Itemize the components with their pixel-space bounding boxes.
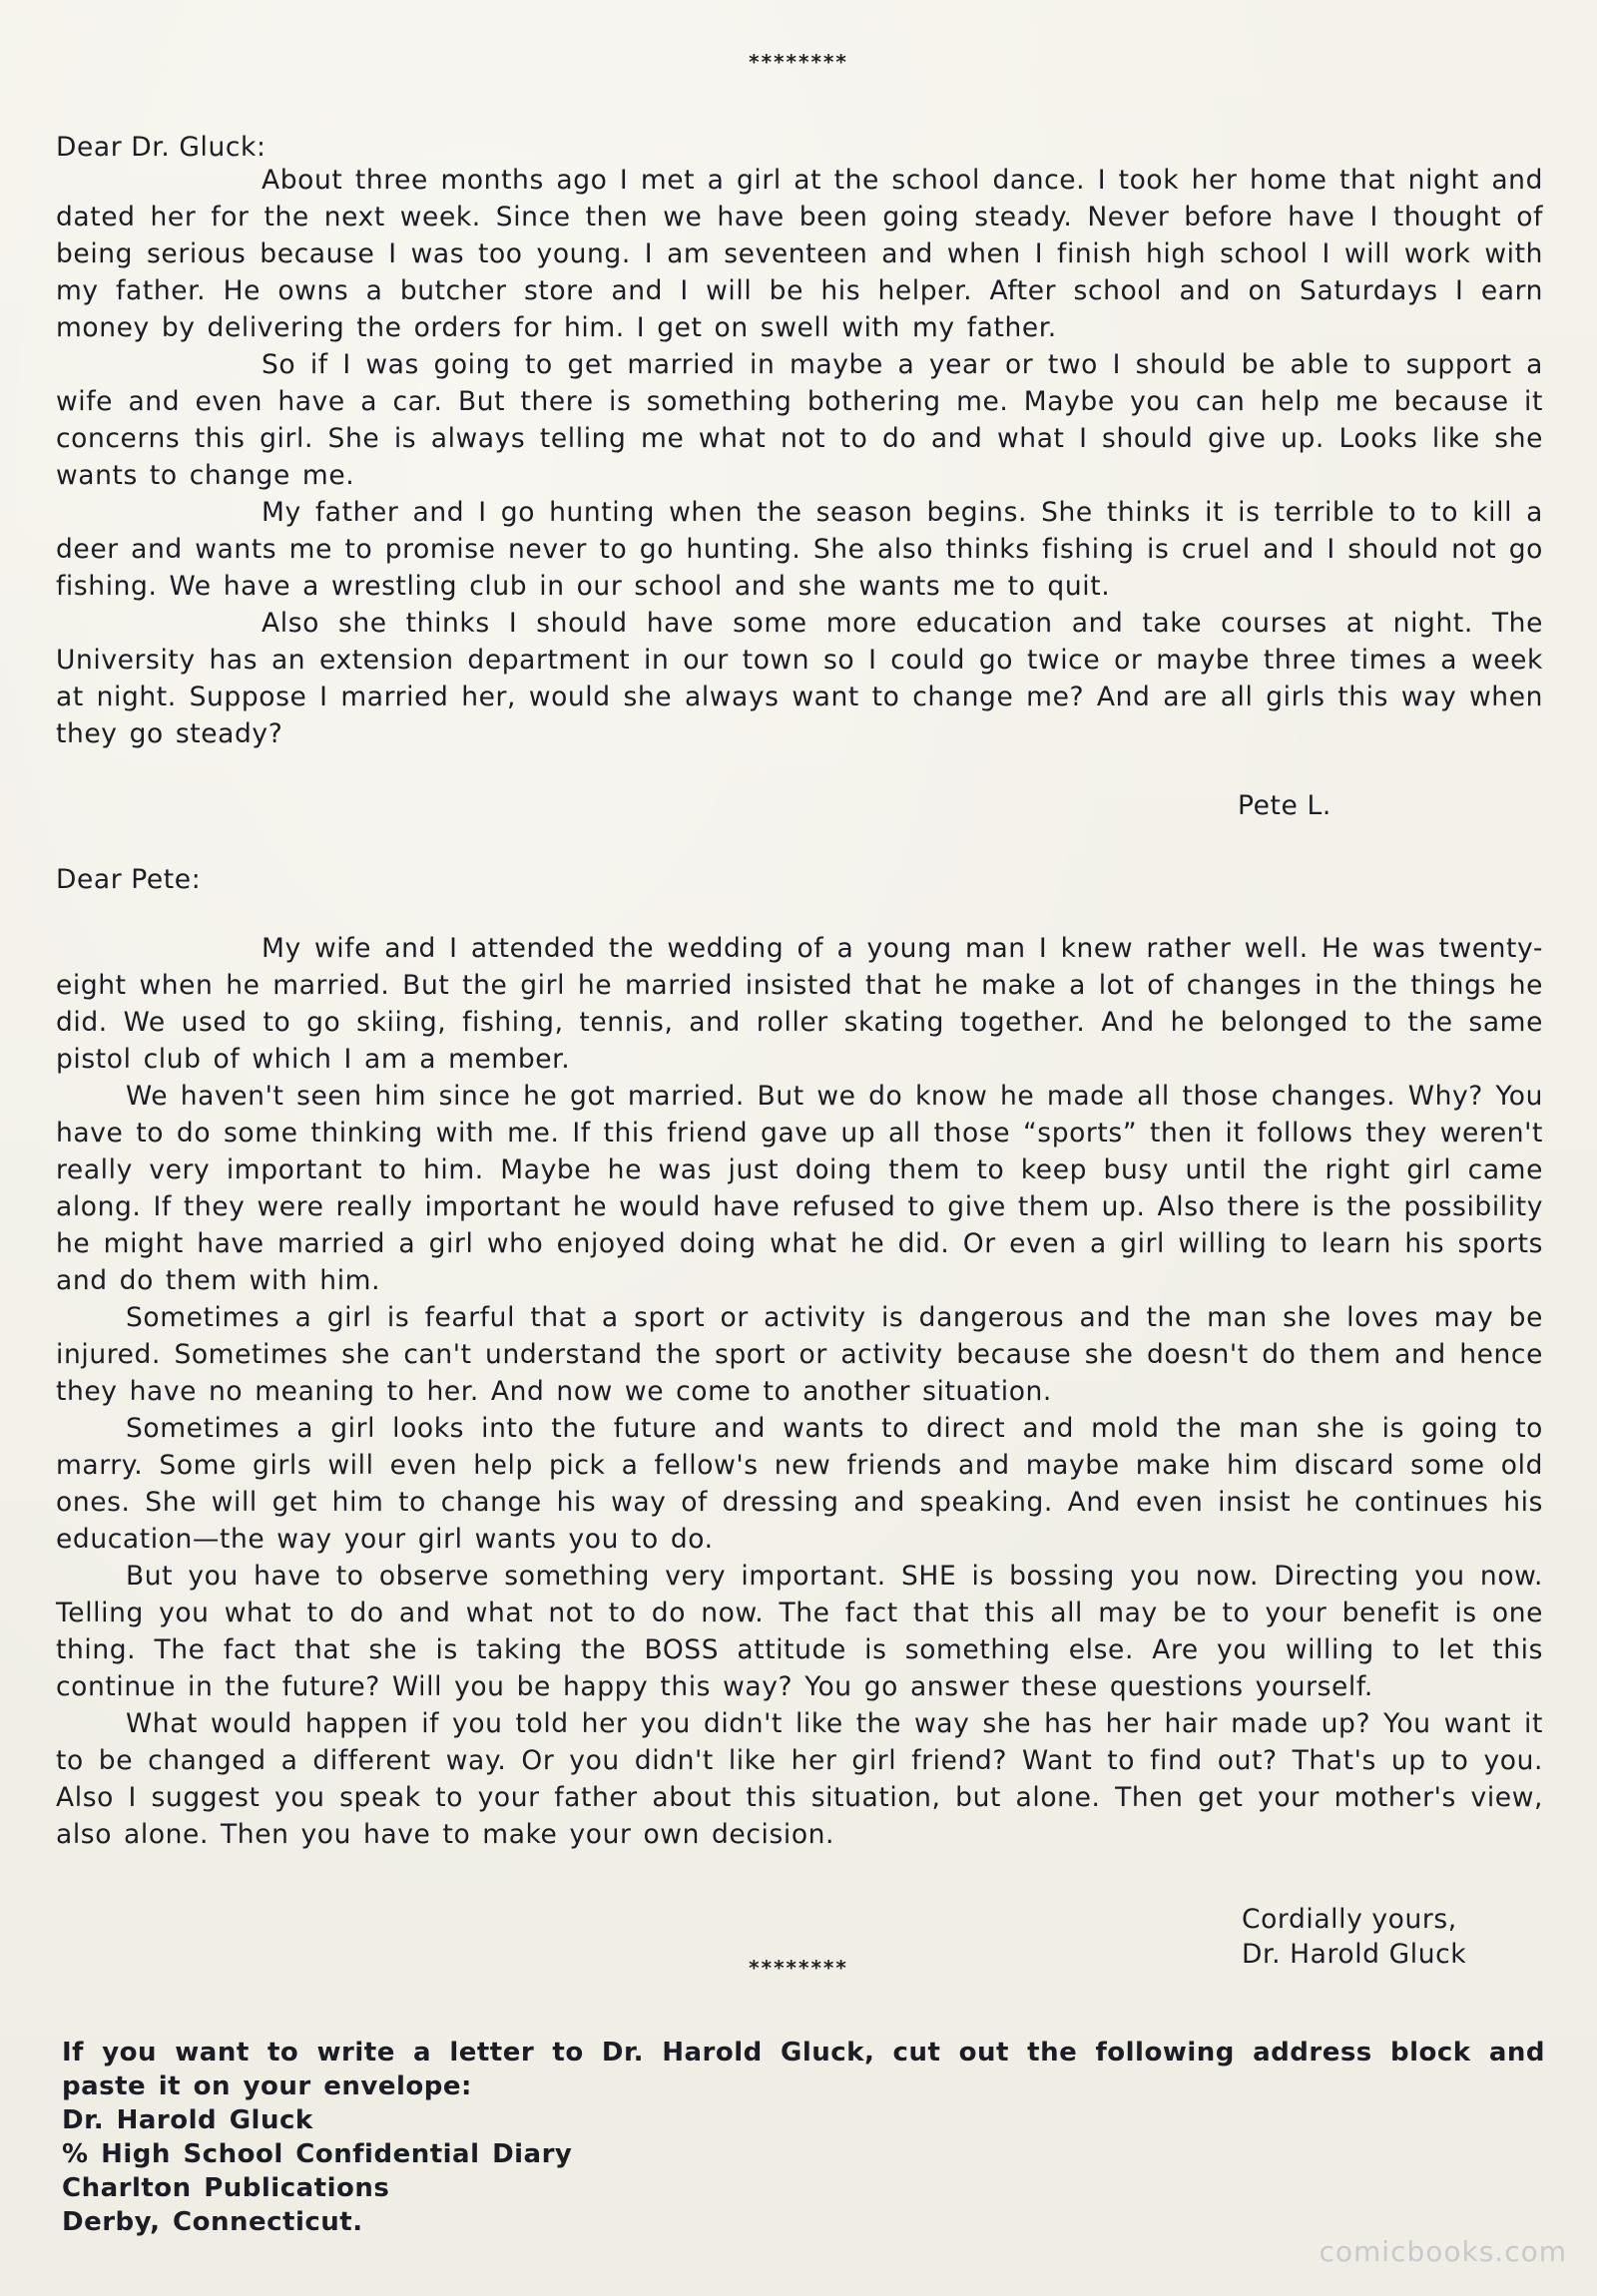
letter-paragraph: My father and I go hunting when the season begins. She thinks it is terrible to to kill a deer and wants me to promise never to go hunting. She also thinks fishing is cruel and I should not go fishing. We have a wrestling club in our school and she wants me to quit. bbox=[56, 497, 1543, 602]
reply-paragraph: We haven't seen him since he got married. But we do know he made all those changes. Why? You have to do some thinking with me. If this friend gave up all those “sports” then it follows they weren't really very important to him. Maybe he was just doing them to keep busy until the right girl came along. If they were really important he would have refused to give them up. Also there is the possibility he might have married a girl who enjoyed doing what he did. Or even a girl willing to learn his sports and do them with him. bbox=[56, 1081, 1543, 1296]
reply-paragraph: Sometimes a girl looks into the future and wants to direct and mold the man she is going to marry. Some girls will even help pick a fellow's new friends and maybe make him discard some old ones. She will get him to change his way of dressing and speaking. And even insist he continues his education—the way your girl wants you to do. bbox=[56, 1413, 1543, 1555]
address-intro: If you want to write a letter to Dr. Harold Gluck, cut out the following address block and paste it on your envelope: bbox=[62, 2038, 1545, 2101]
letter-body bbox=[56, 162, 1543, 752]
letter-salutation: Dear Dr. Gluck: bbox=[56, 132, 266, 163]
letter-paragraph: Also she thinks I should have some more education and take courses at night. The University has an extension department in our town so I could go twice or maybe three times a week at night. Suppose I married her, would she always want to change me? And are all girls this way when they go steady? bbox=[56, 608, 1543, 749]
reply-body bbox=[56, 930, 1543, 1853]
letter-paragraph: About three months ago I met a girl at the school dance. I took her home that night and dated her for the next week. Since then we have been going steady. Never before have I thought of being serious because I was too young. I am seventeen and when I finish high school I will work with my father. He owns a butcher store and I will be his helper. After school and on Saturdays I earn money by delivering the orders for him. I get on swell with my father. bbox=[56, 165, 1543, 343]
reply-paragraph: What would happen if you told her you didn't like the way she has her hair made up? You want it to be changed a different way. Or you didn't like her girl friend? Want to find out? That's up to you. Also I suggest you speak to your father about this situation, but alone. Then get your mother's view, also alone. Then you have to make your own decision. bbox=[56, 1708, 1543, 1850]
reply-paragraph: Sometimes a girl is fearful that a sport or activity is dangerous and the man she loves may be injured. Sometimes she can't understand the sport or activity because she doesn't do them and hence they have no meaning to her. And now we come to another situation. bbox=[56, 1302, 1543, 1407]
reply-paragraph: But you have to observe something very important. SHE is bossing you now. Directing you now. Telling you what to do and what not to do now. The fact that this all may be to your benefit is one thing. The fact that she is taking the BOSS attitude is something else. Are you willing to let this continue in the future? Will you be happy this way? You go answer these questions yourself. bbox=[56, 1561, 1543, 1702]
letter-paragraph: So if I was going to get married in maybe a year or two I should be able to support a wife and even have a car. But there is something bothering me. Maybe you can help me because it concerns this girl. She is always telling me what not to do and what I should give up. Looks like she wants to change me. bbox=[56, 349, 1543, 491]
letter-signature: Pete L. bbox=[1238, 790, 1331, 821]
separator-bottom: ******** bbox=[749, 1956, 848, 1980]
reply-signature: Dr. Harold Gluck bbox=[1242, 1939, 1467, 1970]
separator-top: ******** bbox=[749, 50, 848, 74]
reply-paragraph: My wife and I attended the wedding of a young man I knew rather well. He was twenty-eight when he married. But the girl he married insisted that he make a lot of changes in the things he did. We used to go skiing, fishing, tennis, and roller skating together. And he belonged to the same pistol club of which I am a member. bbox=[56, 933, 1543, 1075]
watermark: comicbooks.com bbox=[1319, 2235, 1567, 2268]
address-line: Dr. Harold Gluck bbox=[62, 2105, 313, 2135]
address-block bbox=[62, 2036, 1545, 2239]
address-line: % High School Confidential Diary bbox=[62, 2139, 573, 2169]
address-line: Derby, Connecticut. bbox=[62, 2207, 363, 2237]
reply-salutation: Dear Pete: bbox=[56, 864, 202, 895]
address-line: Charlton Publications bbox=[62, 2173, 390, 2203]
reply-closing: Cordially yours, bbox=[1242, 1904, 1457, 1935]
